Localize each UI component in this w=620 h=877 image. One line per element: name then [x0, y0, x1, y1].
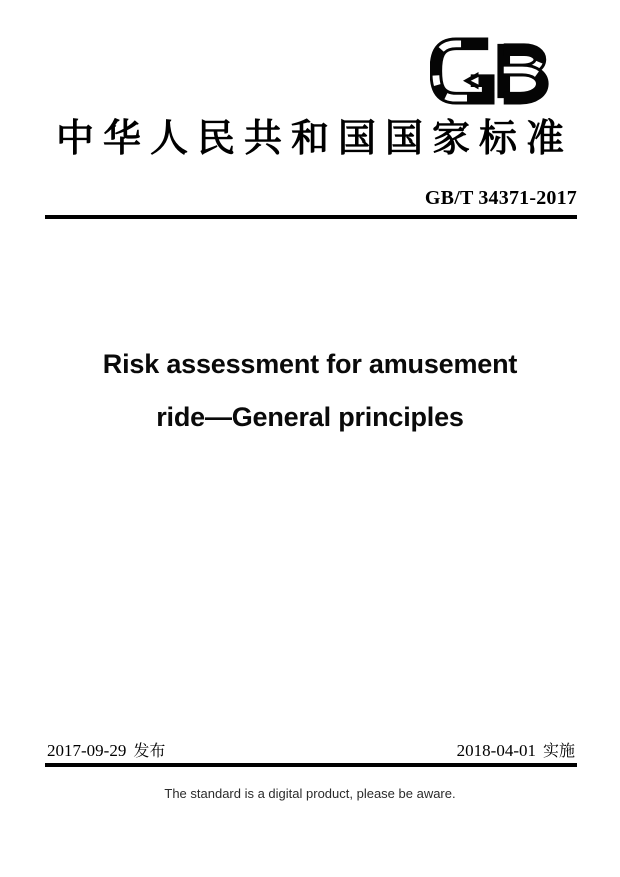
standard-title-en-line2: ride—General principles [156, 402, 464, 432]
publish-date-group [47, 740, 165, 761]
implement-label: 实施 [542, 741, 575, 760]
publish-label: 发布 [133, 741, 166, 760]
gb-logo-icon [430, 36, 560, 106]
footer-divider-rule [45, 763, 577, 767]
footer-notice: The standard is a digital product, please be aware. [164, 786, 456, 801]
implement-date-group [457, 740, 575, 761]
standard-code: GB/T 34371-2017 [424, 187, 577, 209]
implement-date: 2018-04-01 [456, 741, 536, 760]
gb-logo-letter-g [436, 44, 488, 98]
publish-date: 2017-09-29 [47, 741, 127, 760]
standard-title-en [0, 338, 620, 444]
header-divider-rule [45, 215, 577, 219]
national-standard-title-cn: 中华人民共和国国家标准 [55, 116, 573, 160]
date-row [47, 740, 575, 761]
standard-title-en-line1: Risk assessment for amusement [102, 349, 518, 379]
gb-logo-graphic [430, 36, 560, 106]
